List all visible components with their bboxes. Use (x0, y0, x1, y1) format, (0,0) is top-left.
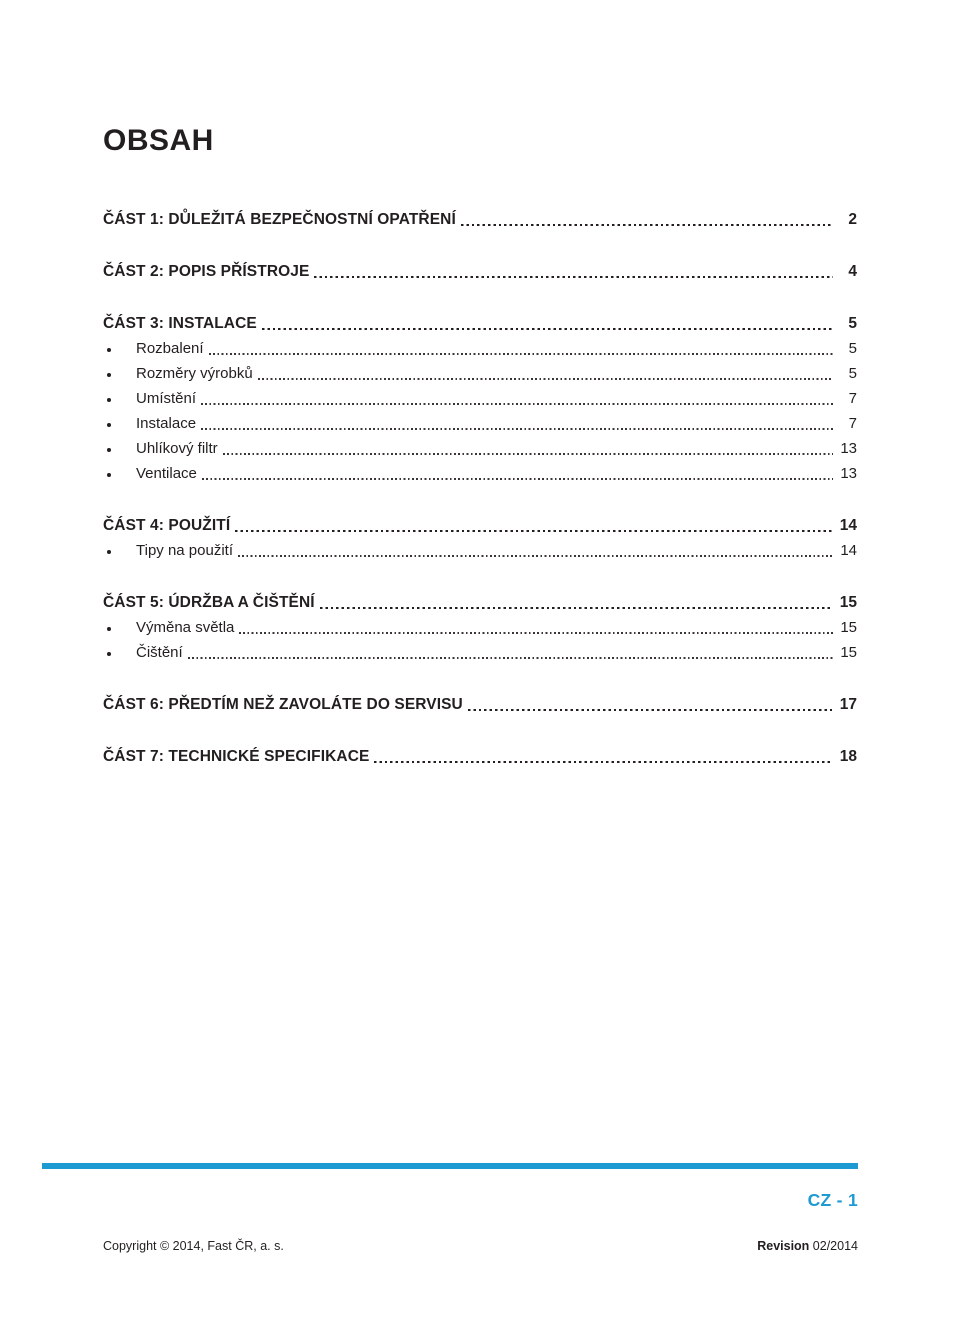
toc-content (103, 122, 857, 794)
toc-entry-page: 14 (839, 517, 857, 534)
bullet-icon (107, 348, 111, 352)
toc-entry-label: Uhlíkový filtr (136, 440, 218, 457)
toc-sub-entry (103, 613, 857, 638)
toc-dot-leader (235, 530, 833, 532)
toc-entry-label: ČÁST 6: PŘEDTÍM NEŽ ZAVOLÁTE DO SERVISU (103, 696, 463, 713)
toc-dot-leader (468, 709, 833, 711)
footer-accent-rule (42, 1163, 858, 1169)
toc-dot-leader (201, 403, 833, 405)
toc-entry-page: 13 (840, 440, 857, 457)
footer-page-code: CZ - 1 (807, 1190, 858, 1210)
toc-entry-label: Výměna světla (136, 619, 235, 636)
footer-revision-label: Revision (757, 1239, 810, 1253)
toc-entry-label: Rozměry výrobků (136, 365, 253, 382)
toc-entry-page: 5 (848, 315, 857, 332)
toc-section-group (103, 257, 857, 282)
toc-section-entry (103, 588, 857, 613)
toc-section-group (103, 511, 857, 561)
toc-entry-label: Čištění (136, 644, 183, 661)
toc-sub-entry (103, 384, 857, 409)
toc-sub-entry (103, 459, 857, 484)
toc-entry-page: 13 (840, 465, 857, 482)
toc-entry-page: 17 (839, 696, 857, 713)
toc-entry-page: 5 (848, 340, 857, 357)
bullet-icon (107, 627, 111, 631)
toc-sub-entry (103, 409, 857, 434)
toc-entry-label: Rozbalení (136, 340, 204, 357)
toc-dot-leader (209, 353, 833, 355)
toc-entry-page: 15 (840, 644, 857, 661)
toc-sub-entry (103, 434, 857, 459)
toc-entry-page: 7 (848, 415, 857, 432)
toc-section-group (103, 690, 857, 715)
toc-section-group (103, 205, 857, 230)
toc-dot-leader (188, 657, 833, 659)
toc-entry-page: 4 (848, 263, 857, 280)
toc-entry-label: ČÁST 7: TECHNICKÉ SPECIFIKACE (103, 748, 370, 765)
toc-section-group (103, 588, 857, 663)
bullet-icon (107, 373, 111, 377)
toc-dot-leader (262, 328, 833, 330)
footer-revision (757, 1239, 858, 1253)
toc-entry-label: ČÁST 1: DŮLEŽITÁ BEZPEČNOSTNÍ OPATŘENÍ (103, 211, 456, 228)
toc-entry-label: ČÁST 2: POPIS PŘÍSTROJE (103, 263, 310, 280)
toc-entry-label: Ventilace (136, 465, 197, 482)
toc-sub-entry (103, 334, 857, 359)
toc-dot-leader (238, 555, 833, 557)
bullet-icon (107, 423, 111, 427)
toc-entry-label: ČÁST 3: INSTALACE (103, 315, 257, 332)
toc-entry-label: ČÁST 5: ÚDRŽBA A ČIŠTĚNÍ (103, 594, 315, 611)
bullet-icon (107, 398, 111, 402)
toc-entry-page: 15 (840, 619, 857, 636)
bullet-icon (107, 473, 111, 477)
toc-section-group (103, 309, 857, 484)
toc-entry-page: 7 (848, 390, 857, 407)
footer-revision-value: 02/2014 (809, 1239, 858, 1253)
bullet-icon (107, 448, 111, 452)
toc-entry-page: 15 (839, 594, 857, 611)
toc-dot-leader (461, 224, 833, 226)
toc-section-entry (103, 257, 857, 282)
toc-dot-leader (314, 276, 833, 278)
toc-sub-entry (103, 638, 857, 663)
toc-dot-leader (374, 761, 833, 763)
page-title: OBSAH (103, 124, 214, 157)
toc-entry-label: ČÁST 4: POUŽITÍ (103, 517, 231, 534)
toc-dot-leader (320, 607, 833, 609)
toc-entry-label: Tipy na použití (136, 542, 233, 559)
toc-section-group (103, 742, 857, 767)
bullet-icon (107, 652, 111, 656)
toc-section-entry (103, 309, 857, 334)
toc-entry-page: 5 (848, 365, 857, 382)
toc-dot-leader (239, 632, 833, 634)
toc-sub-entry (103, 536, 857, 561)
toc-entry-label: Instalace (136, 415, 197, 432)
bullet-icon (107, 550, 111, 554)
toc-section-entry (103, 742, 857, 767)
toc-dot-leader (223, 453, 833, 455)
toc-entry-page: 14 (840, 542, 857, 559)
toc-dot-leader (258, 378, 833, 380)
toc-entry-page: 2 (848, 211, 857, 228)
toc-entry-label: Umístění (136, 390, 197, 407)
toc-dot-leader (201, 428, 833, 430)
footer-copyright: Copyright © 2014, Fast ČR, a. s. (103, 1239, 284, 1253)
toc-section-entry (103, 205, 857, 230)
toc-section-entry (103, 690, 857, 715)
toc-entry-page: 18 (839, 748, 857, 765)
toc-sub-entry (103, 359, 857, 384)
toc-dot-leader (202, 478, 833, 480)
toc-section-entry (103, 511, 857, 536)
